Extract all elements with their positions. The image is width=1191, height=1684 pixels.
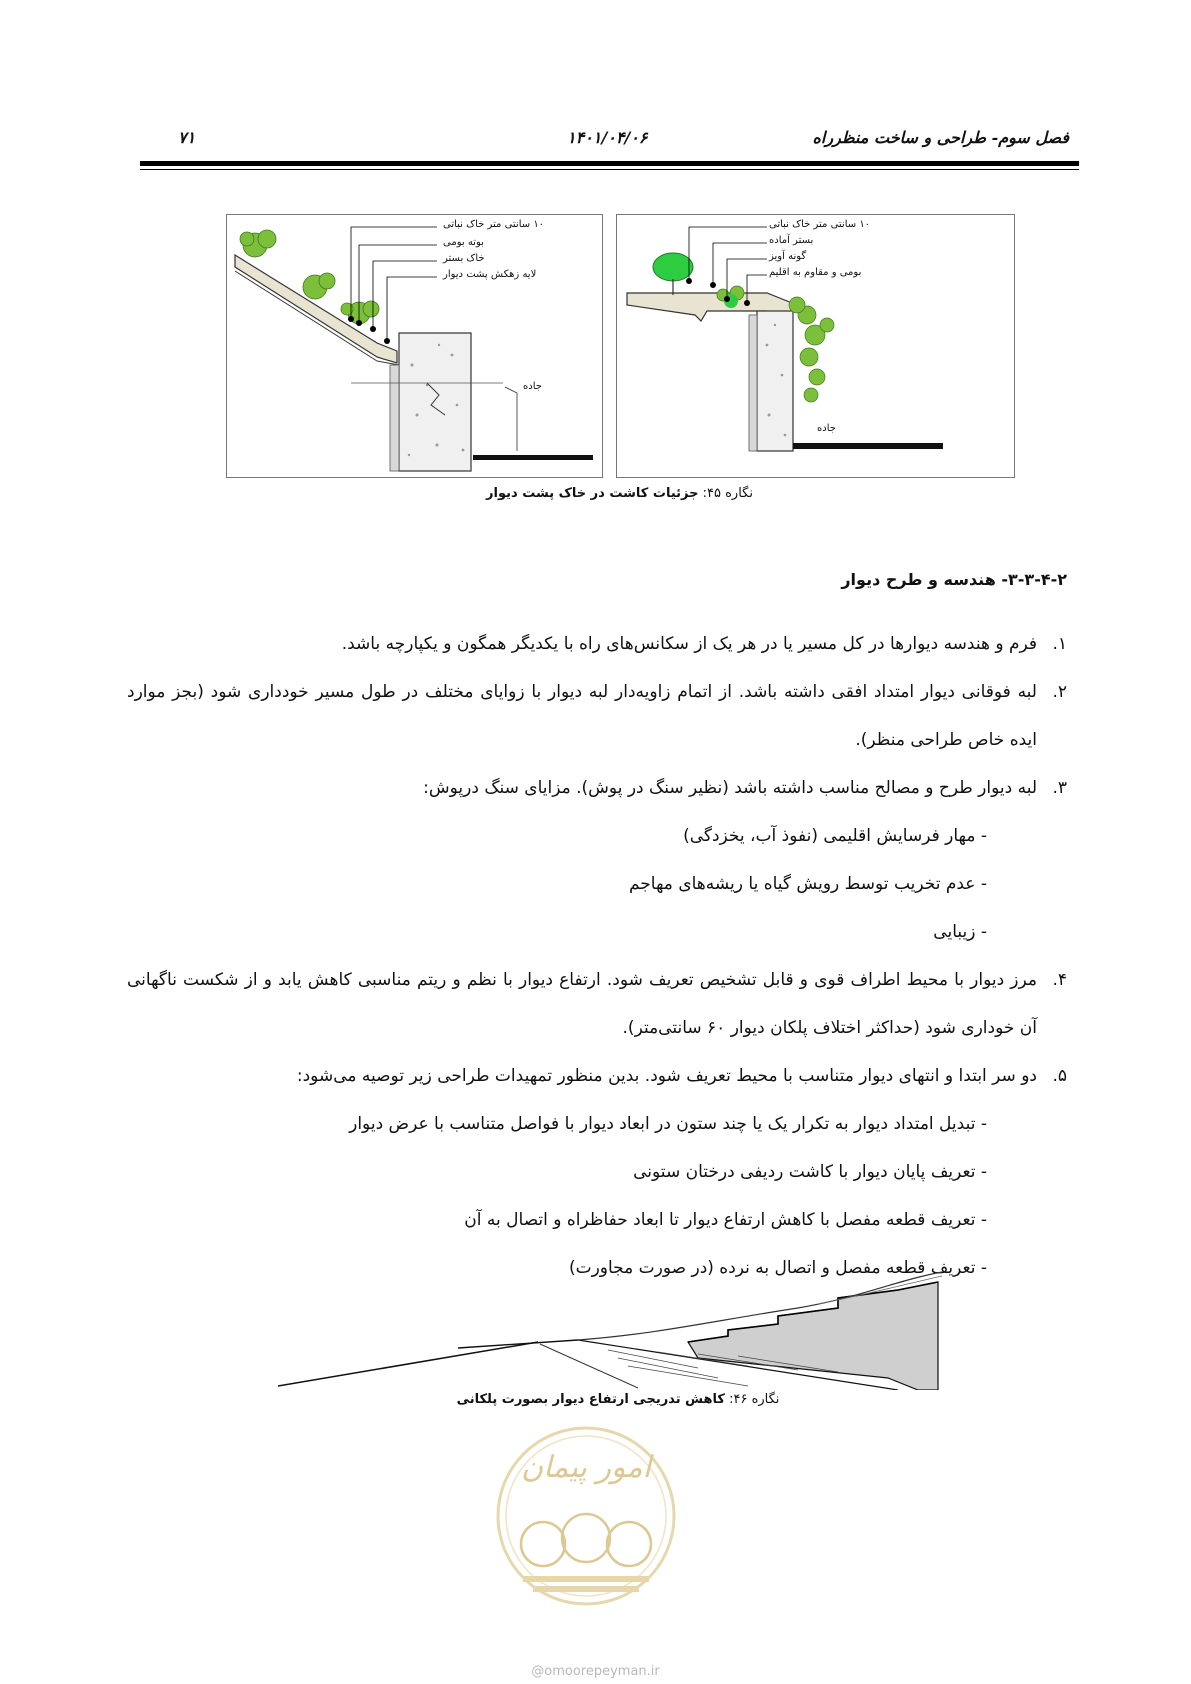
header-date: ۱۴۰۱/۰۴/۰۶: [567, 128, 648, 147]
left-label-topsoil: ۱۰ سانتی متر خاک نباتی: [443, 219, 545, 230]
left-label-bed-soil: خاک بستر: [443, 253, 485, 264]
bullet-item: - مهار فرسایش اقلیمی (نفوذ آب، یخزدگی): [683, 826, 987, 846]
bullet-item: - تبدیل امتداد دیوار به تکرار یک یا چند ستون در ابعاد دیوار با فواصل متناسب با عرض دیوار: [349, 1114, 987, 1134]
list-item: [127, 764, 1067, 812]
chapter-title: فصل سوم- طراحی و ساخت منظرراه: [812, 128, 1069, 147]
list-item: [127, 956, 1067, 1052]
bullet-item: - تعریف قطعه مفصل و اتصال به نرده (در صورت مجاورت): [568, 1258, 987, 1278]
item-number: ۴.: [1052, 970, 1067, 990]
figure46-caption: [278, 1392, 958, 1407]
item-text: لبه دیوار طرح و مصالح مناسب داشته باشد (نظیر سنگ در پوش). مزایای سنگ درپوش:: [423, 778, 1037, 798]
item-text: مرز دیوار با محیط اطراف قوی و قابل تشخیص تعریف شود. ارتفاع دیوار با نظم و ریتم مناسبی کاهش یابد و از شکست ناگهانی آن خوداری شود (حداکثر اختلاف پلکان دیوار ۶۰ سانتی‌متر).: [127, 970, 1037, 1038]
figure45-right-drawing: [616, 214, 1015, 478]
list-item: [127, 620, 1067, 668]
item-text: دو سر ابتدا و انتهای دیوار متناسب با محیط تعریف شود. بدین منظور تمهیدات طراحی زیر توصیه می‌شود:: [296, 1066, 1037, 1086]
figure46-caption-title: کاهش تدریجی ارتفاع دیوار بصورت پلکانی: [456, 1392, 725, 1407]
bullet-item: - تعریف پایان دیوار با کاشت ردیفی درختان ستونی: [633, 1162, 987, 1182]
item-text: لبه فوقانی دیوار امتداد افقی داشته باشد. از اتمام زاویه‌دار لبه دیوار با زوایای مختلف در طول مسیر خودداری شود (بجز موارد ایده خاص طراحی منظر).: [127, 682, 1037, 750]
section-heading: ۳-۳-۴-۲- هندسه و طرح دیوار: [841, 570, 1067, 589]
bullet-item: - زیبایی: [933, 922, 987, 942]
list-item: [127, 668, 1067, 764]
watermark-logo-text: امور پیمان: [521, 1450, 651, 1485]
figure46-drawing: [278, 1268, 958, 1390]
body-content: [127, 620, 1067, 1292]
item-text: فرم و هندسه دیوارها در کل مسیر یا در هر یک از سکانس‌های راه با یکدیگر همگون و یکپارچه باشد.: [341, 634, 1037, 654]
right-label-prepared-bed: بستر آماده: [769, 235, 814, 246]
item-number: ۵.: [1052, 1066, 1067, 1086]
bullet-item: - تعریف قطعه مفصل با کاهش ارتفاع دیوار تا ابعاد حفاظراه و اتصال به آن: [464, 1210, 987, 1230]
left-label-native-shrub: بوته بومی: [443, 237, 484, 248]
left-label-drainage: لایه زهکش پشت دیوار: [443, 269, 537, 280]
right-label-native-resistant: بومی و مقاوم به اقلیم: [769, 267, 862, 278]
right-label-road: جاده: [817, 423, 836, 434]
figure45-caption: [226, 486, 1013, 501]
figure46-caption-prefix: نگاره ۴۶:: [729, 1392, 780, 1407]
header-rule-thick: [140, 161, 1079, 166]
left-label-road: جاده: [523, 381, 542, 392]
figure45-left-drawing: [226, 214, 603, 478]
item-number: ۱.: [1052, 634, 1067, 654]
item-number: ۲.: [1052, 682, 1067, 702]
figure45-caption-title: جزئیات کاشت در خاک پشت دیوار: [486, 486, 699, 501]
right-label-hanging-species: گونه آویز: [769, 251, 807, 262]
figure45-caption-prefix: نگاره ۴۵:: [702, 486, 753, 501]
item-number: ۳.: [1052, 778, 1067, 798]
page-number: ۷۱: [178, 128, 196, 147]
header-rule-thin: [140, 169, 1079, 170]
list-item: [127, 1052, 1067, 1100]
right-label-topsoil: ۱۰ سانتی متر خاک نباتی: [769, 219, 871, 230]
watermark-logo: [493, 1416, 679, 1612]
bullet-item: - عدم تخریب توسط رویش گیاه یا ریشه‌های مهاجم: [628, 874, 987, 894]
watermark-url: @omoorepeyman.ir: [531, 1664, 660, 1679]
